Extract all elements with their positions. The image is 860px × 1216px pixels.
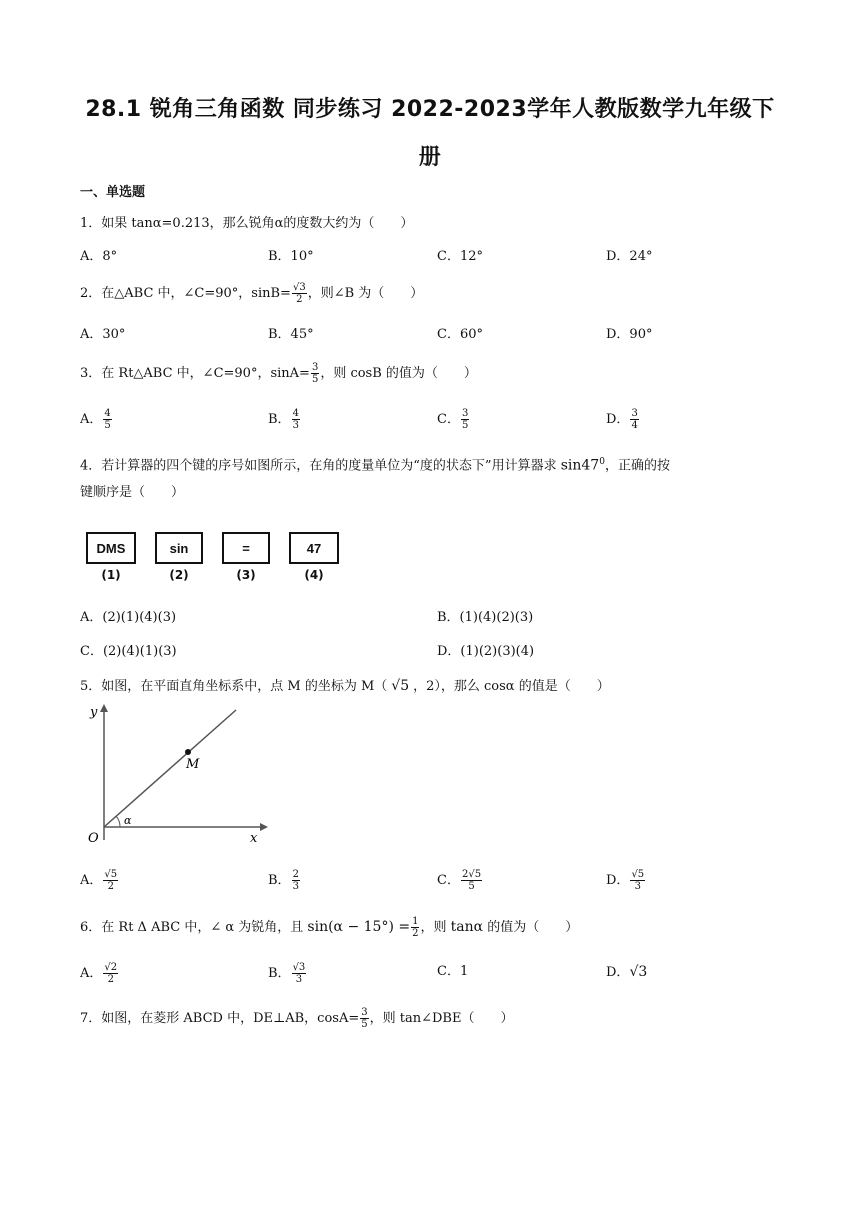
q6-fraction: $\frac{1}{2}$ xyxy=(412,916,419,939)
q2-option-d: D．90° xyxy=(606,327,653,342)
q1-option-d: D．24° xyxy=(606,249,653,264)
q2-option-b: B．45° xyxy=(268,327,314,342)
q3-option-d: D． $\frac{3}{4}$ xyxy=(606,408,638,431)
q2-option-c: C．60° xyxy=(437,327,483,342)
x-axis-arrow-icon xyxy=(260,823,268,831)
q4-option-b: B．(1)(4)(2)(3) xyxy=(437,610,534,625)
q1-stem: 1．如果 tanα=0.213，那么锐角α的度数大约为（ ） xyxy=(80,216,414,231)
q2-stem: 2．在△ABC 中，∠C=90°，sinB= $\frac{√3}{2}$ ，则∠B 为（ ） xyxy=(80,282,424,305)
point-m xyxy=(185,749,191,755)
y-axis-label: y xyxy=(90,705,98,720)
q4-option-d: D．(1)(2)(3)(4) xyxy=(437,644,535,659)
alpha-label: α xyxy=(124,814,132,827)
y-axis-arrow-icon xyxy=(100,704,108,712)
q2-option-a: A．30° xyxy=(80,327,126,342)
q5-option-a: A． $\frac{√5}{2}$ xyxy=(80,869,118,892)
section-heading: 一、单选题 xyxy=(80,185,146,200)
calculator-key-number-2: (2) xyxy=(169,568,189,582)
q3-option-c: C． $\frac{3}{5}$ xyxy=(437,408,469,431)
q3-option-a: A． $\frac{4}{5}$ xyxy=(80,408,111,431)
q6-stem: 6．在 Rt Δ ABC 中，∠ α 为锐角，且 sin(α − 15°) = $\frac{1}{2}$ ，则 tanα 的值为（ ） xyxy=(80,916,579,939)
q6-option-b: B． $\frac{√3}{3}$ xyxy=(268,962,306,985)
origin-label: O xyxy=(88,831,99,846)
q6-option-d: D．√3 xyxy=(606,964,648,980)
calculator-key-dms: DMS xyxy=(86,532,136,564)
q6-option-c: C．1 xyxy=(437,964,469,979)
calculator-key-number-1: (1) xyxy=(101,568,121,582)
q3-stem: 3．在 Rt△ABC 中，∠C=90°，sinA= $\frac{3}{5}$ ，则 cosB 的值为（ ） xyxy=(80,362,477,385)
calculator-key-sin: sin xyxy=(155,532,203,564)
q1-option-c: C．12° xyxy=(437,249,483,264)
q5-coordinate-figure xyxy=(82,700,272,850)
q7-fraction: $\frac{3}{5}$ xyxy=(361,1007,368,1030)
q4-stem-line2: 键顺序是（ ） xyxy=(80,485,185,500)
q5-option-d: D． $\frac{√5}{3}$ xyxy=(606,869,645,892)
q4-option-c: C．(2)(4)(1)(3) xyxy=(80,644,177,659)
q3-option-b: B． $\frac{4}{3}$ xyxy=(268,408,299,431)
q7-stem: 7．如图，在菱形 ABCD 中，DE⊥AB，cosA= $\frac{3}{5}$ ，则 tan∠DBE（ ） xyxy=(80,1007,514,1030)
q5-option-c: C． $\frac{2√5}{5}$ xyxy=(437,869,482,892)
q3-fraction: $\frac{3}{5}$ xyxy=(311,362,319,385)
calculator-key-47: 47 xyxy=(289,532,339,564)
calculator-key-equals: = xyxy=(222,532,270,564)
q2-fraction: $\frac{√3}{2}$ xyxy=(292,282,306,305)
x-axis-label: x xyxy=(250,831,258,846)
q5-stem: 5．如图，在平面直角坐标系中，点 M 的坐标为 M（ √5 ，2），那么 cosα 的值是（ ） xyxy=(80,678,610,694)
calculator-key-number-3: (3) xyxy=(236,568,256,582)
q4-option-a: A．(2)(1)(4)(3) xyxy=(80,610,177,625)
q1-option-a: A．8° xyxy=(80,249,118,264)
doc-title-line2: 册 xyxy=(418,145,442,170)
q4-stem-line1: 4．若计算器的四个键的序号如图所示，在角的度量单位为“度的状态下”用计算器求 $\sin 47^0$，正确的按 xyxy=(80,457,670,474)
q6-option-a: A． $\frac{√2}{2}$ xyxy=(80,962,118,985)
calculator-key-number-4: (4) xyxy=(304,568,324,582)
q5-option-b: B． $\frac{2}{3}$ xyxy=(268,869,299,892)
angle-arc xyxy=(116,816,120,827)
ray-om xyxy=(104,710,236,827)
point-m-label: M xyxy=(186,757,200,772)
doc-title-line1: 28.1 锐角三角函数 同步练习 2022-2023学年人教版数学九年级下 xyxy=(85,97,775,122)
q1-option-b: B．10° xyxy=(268,249,314,264)
